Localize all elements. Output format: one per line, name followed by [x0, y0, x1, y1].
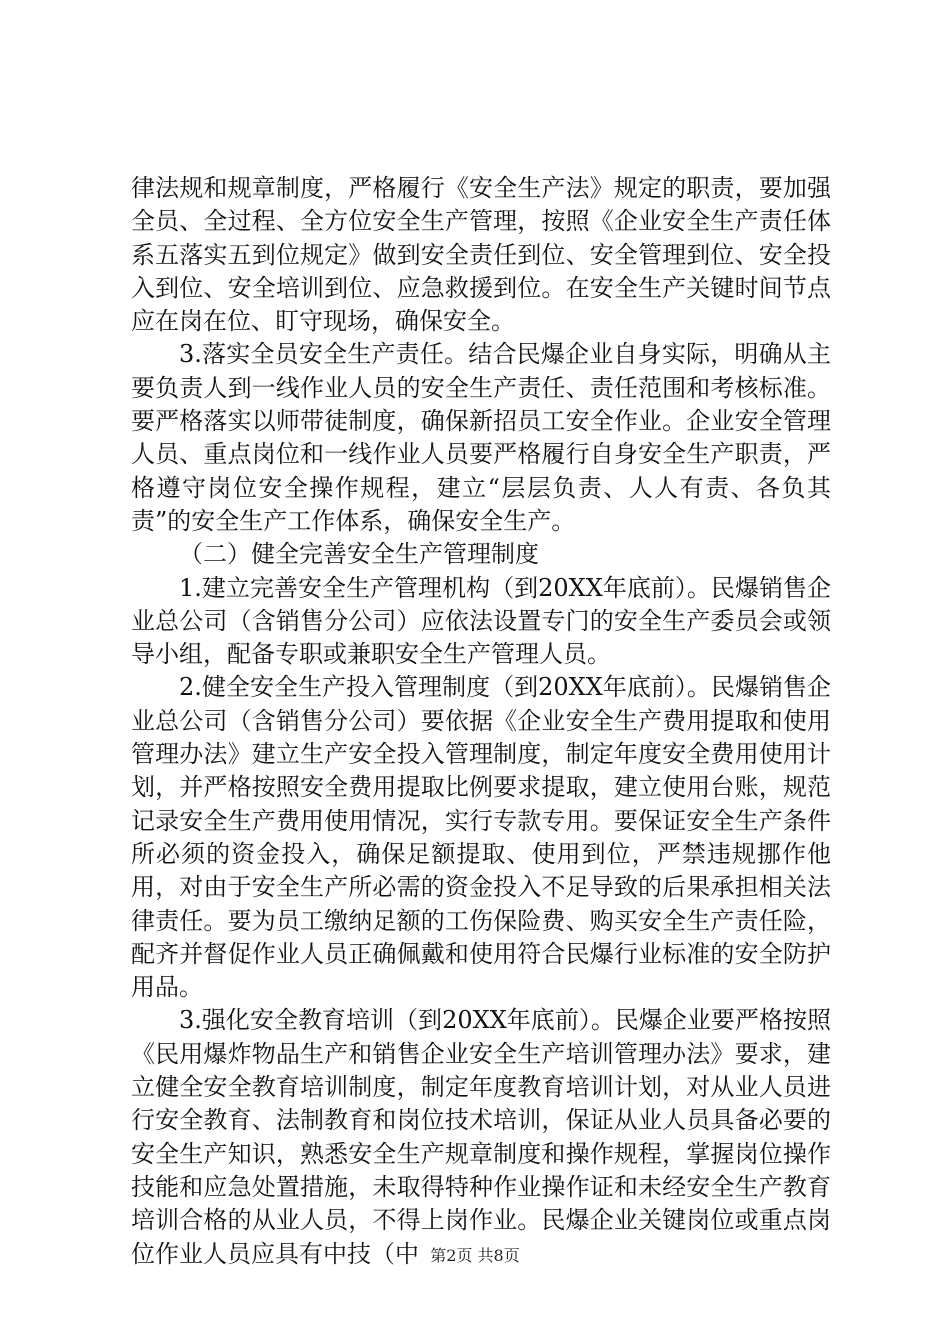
document-body	[131, 172, 831, 1271]
paragraph-1: 律法规和规章制度，严格履行《安全生产法》规定的职责，要加强全员、全过程、全方位安全生产管理，按照《企业安全生产责任体系五落实五到位规定》做到安全责任到位、安全管理到位、安全投入到位、安全培训到位、应急救援到位。在安全生产关键时间节点应在岗在位、盯守现场，确保安全。	[131, 174, 831, 336]
page-number-footer: 第2页 共8页	[430, 1246, 520, 1265]
paragraph-4: 2.健全安全生产投入管理制度（到20XX年底前）。民爆销售企业总公司（含销售分公司）要依据《企业安全生产费用提取和使用管理办法》建立生产安全投入管理制度，制定年度安全费用使用计划，并严格按照安全费用提取比例要求提取，建立使用台账，规范记录安全生产费用使用情况，实行专款专用。要保证安全生产条件所必须的资金投入，确保足额提取、使用到位，严禁违规挪作他用，对由于安全生产所必需的资金投入不足导致的后果承担相关法律责任。要为员工缴纳足额的工伤保险费、购买安全生产责任险，配齐并督促作业人员正确佩戴和使用符合民爆行业标准的安全防护用品。	[131, 673, 831, 1002]
paragraph-2: 3.落实全员安全生产责任。结合民爆企业自身实际，明确从主要负责人到一线作业人员的安全生产责任、责任范围和考核标准。要严格落实以师带徒制度，确保新招员工安全作业。企业安全管理人员、重点岗位和一线作业人员要严格履行自身安全生产职责，严格遵守岗位安全操作规程，建立“层层负责、人人有责、各负其责”的安全生产工作体系，确保安全生产。	[131, 340, 831, 535]
paragraph-3: 1.建立完善安全生产管理机构（到20XX年底前）。民爆销售企业总公司（含销售分公司）应依法设置专门的安全生产委员会或领导小组，配备专职或兼职安全生产管理人员。	[131, 573, 831, 669]
paragraph-5: 3.强化安全教育培训（到20XX年底前）。民爆企业要严格按照《民用爆炸物品生产和销售企业安全生产培训管理办法》要求，建立健全安全教育培训制度，制定年度教育培训计划，对从业人员进行安全教育、法制教育和岗位技术培训，保证从业人员具备必要的安全生产知识，熟悉安全生产规章制度和操作规程，掌握岗位操作技能和应急处置措施，未取得特种作业操作证和未经安全生产教育培训合格的从业人员，不得上岗作业。民爆企业关键岗位或重点岗位作业人员应具有中技（中	[131, 1006, 831, 1268]
section-heading: （二）健全完善安全生产管理制度	[179, 540, 539, 569]
